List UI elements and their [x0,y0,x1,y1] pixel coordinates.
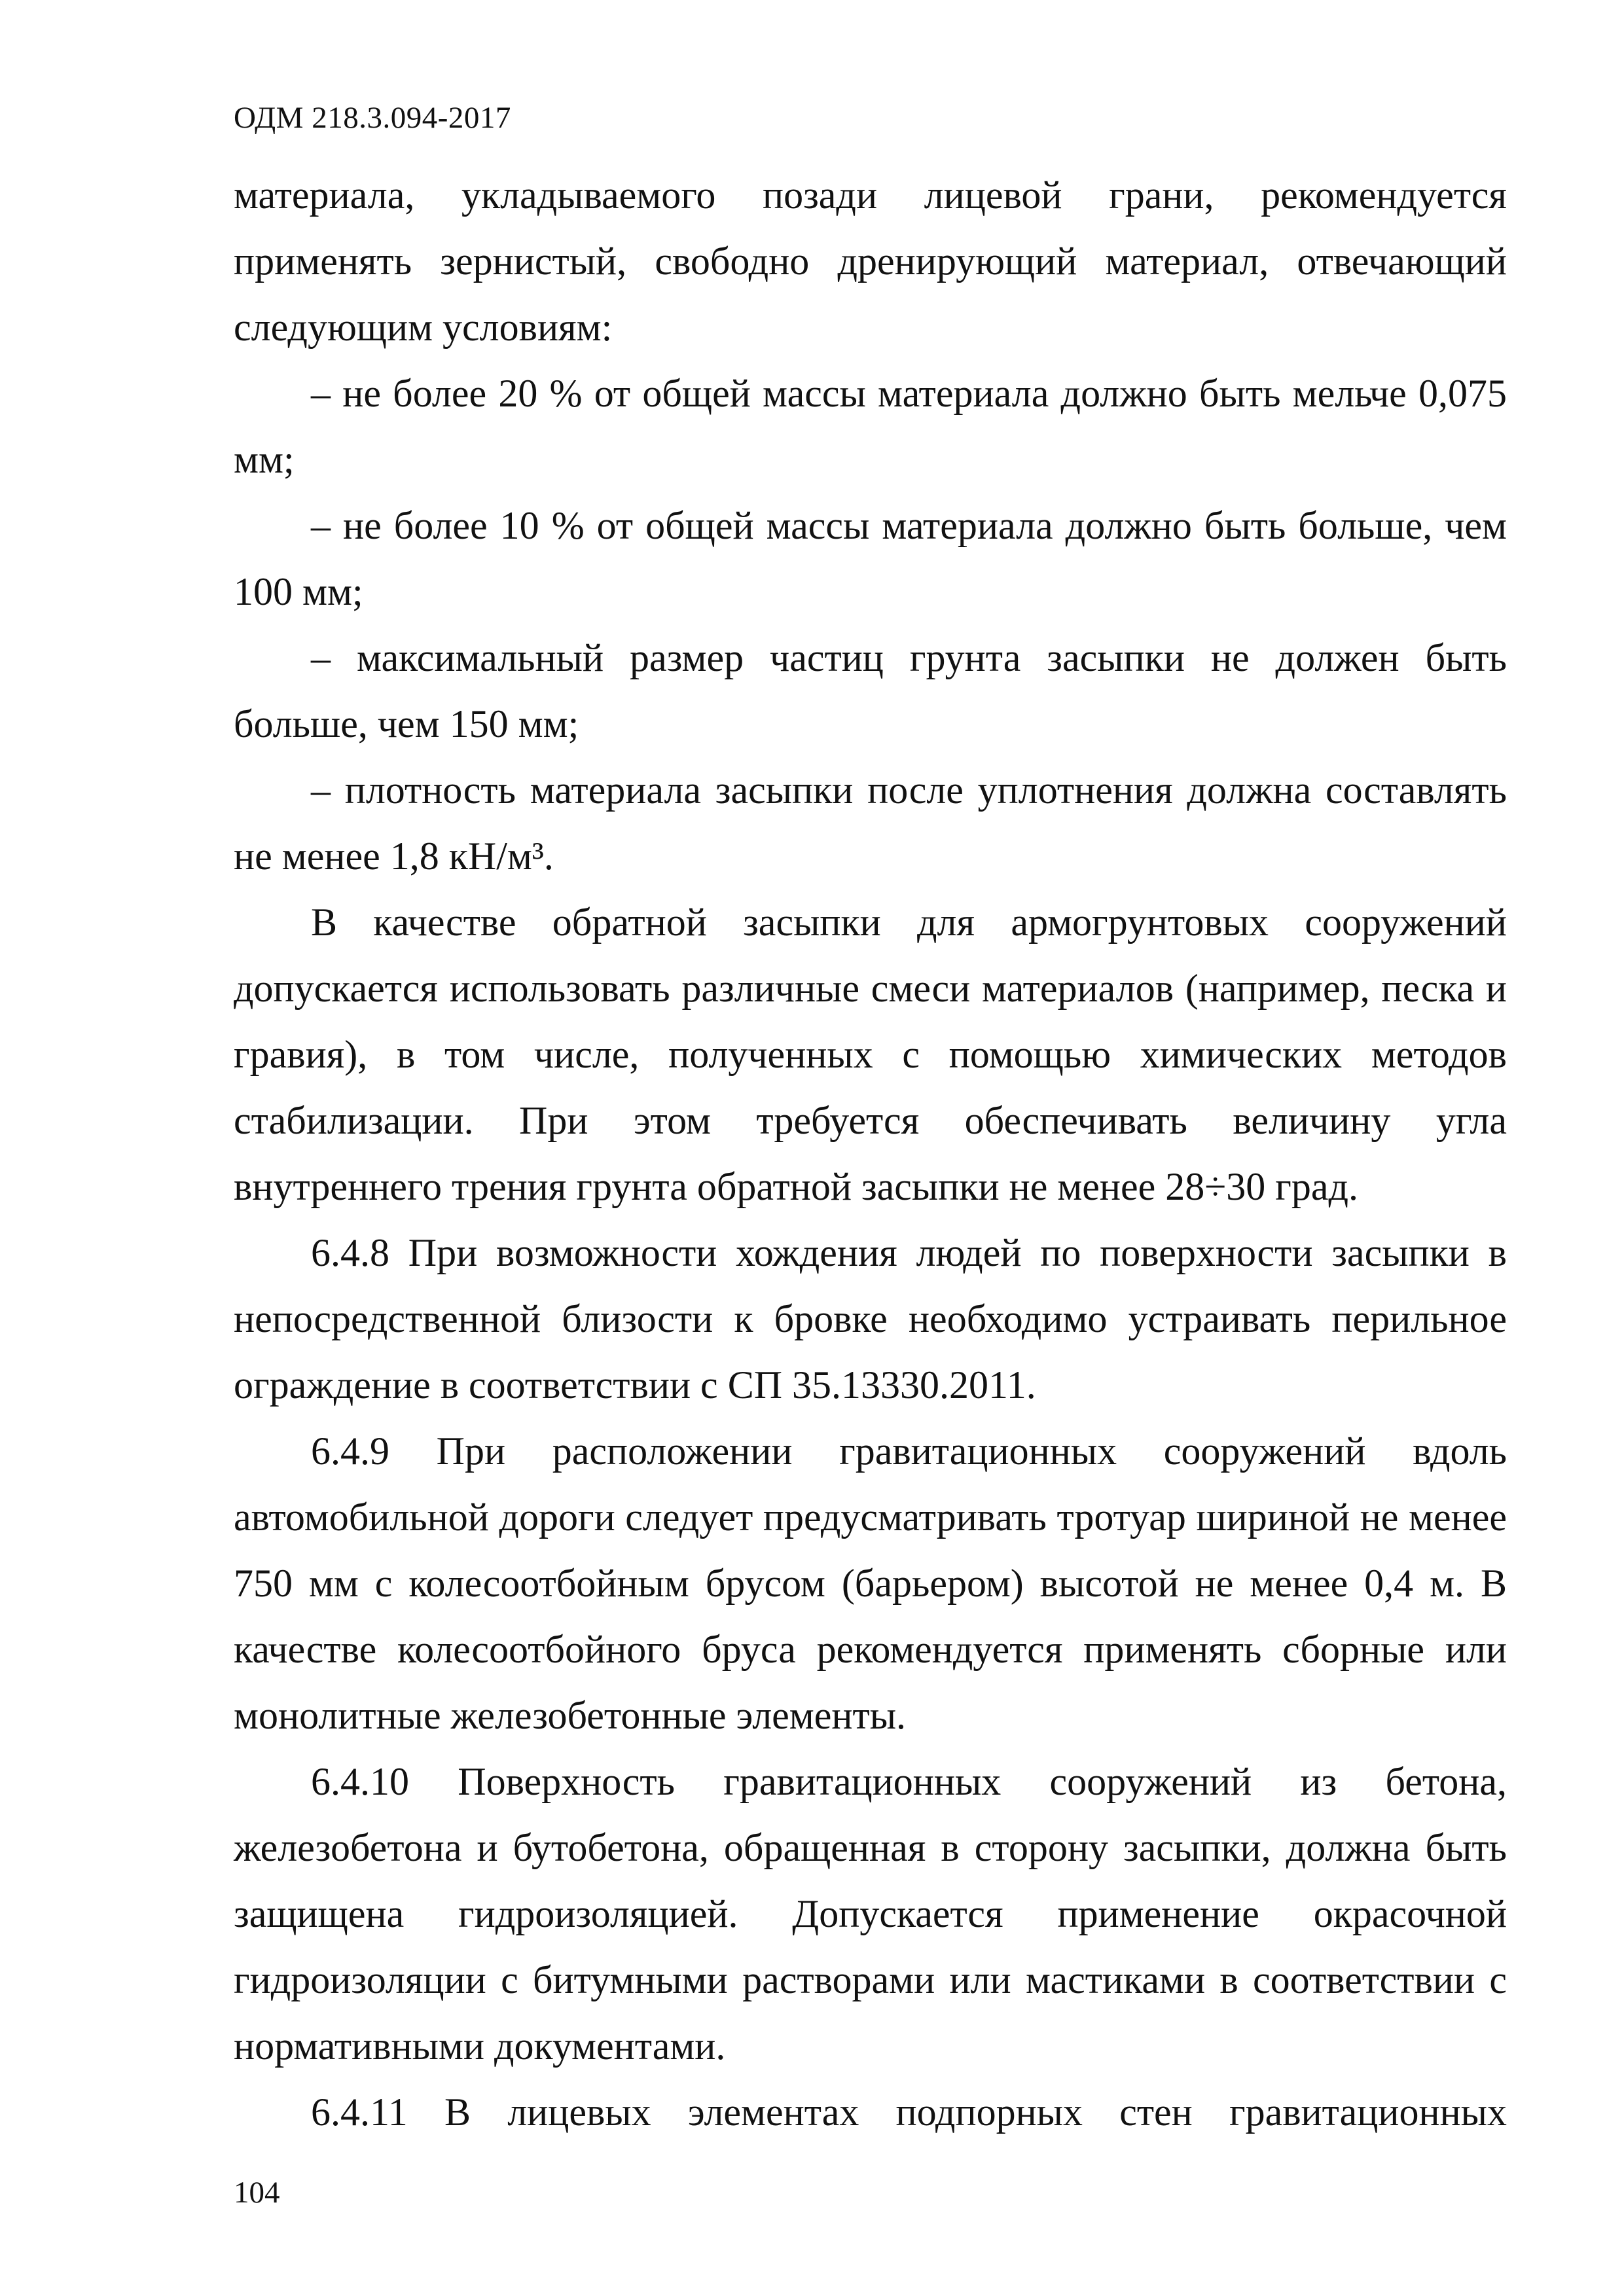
list-item-compacted-density: – плотность материала засыпки после уплотнения должна составлять не менее 1,8 кН/м³. [234,768,1507,878]
clause-6-4-9: 6.4.9 При расположении гравитационных сооружений вдоль автомобильной дороги следует предусматривать тротуар шириной не менее 750 мм с колесоотбойным брусом (барьером) высотой не менее 0,4 м. В качестве колесоотбойного бруса рекомендуется применять сборные или монолитные железобетонные элементы. [234,1429,1507,1737]
paragraph-backfill-material: материала, укладываемого позади лицевой грани, рекомендуется применять зернистый, свободно дренирующий материал, отвечающий следующим условиям: [234,173,1507,349]
page-number: 104 [234,2176,280,2210]
list-item-max-particle-size: – максимальный размер частиц грунта засыпки не должен быть больше, чем 150 мм; [234,636,1507,745]
page-body [234,162,1507,2145]
paragraph-backfill-mixtures: В качестве обратной засыпки для армогрунтовых сооружений допускается использовать различные смеси материалов (например, песка и гравия), в том числе, полученных с помощью химических методов стабилизации. При этом требуется обеспечивать величину угла внутреннего трения грунта обратной засыпки не менее 28÷30 град. [234,901,1507,1208]
clause-6-4-11: 6.4.11 В лицевых элементах подпорных стен гравитационных [311,2090,1507,2134]
clause-6-4-8: 6.4.8 При возможности хождения людей по поверхности засыпки в непосредственной близости к бровке необходимо устраивать перильное ограждение в соответствии с СП 35.13330.2011. [234,1231,1507,1407]
document-code-header: ОДМ 218.3.094-2017 [234,101,511,135]
clause-6-4-10: 6.4.10 Поверхность гравитационных сооружений из бетона, железобетона и бутобетона, обращенная в сторону засыпки, должна быть защищена гидроизоляцией. Допускается применение окрасочной гидроизоляции с битумными растворами или мастиками в соответствии с нормативными документами. [234,1760,1507,2068]
list-item-fines-limit: – не более 20 % от общей массы материала должно быть мельче 0,075 мм; [234,372,1507,481]
list-item-oversize-limit: – не более 10 % от общей массы материала должно быть больше, чем 100 мм; [234,504,1507,613]
